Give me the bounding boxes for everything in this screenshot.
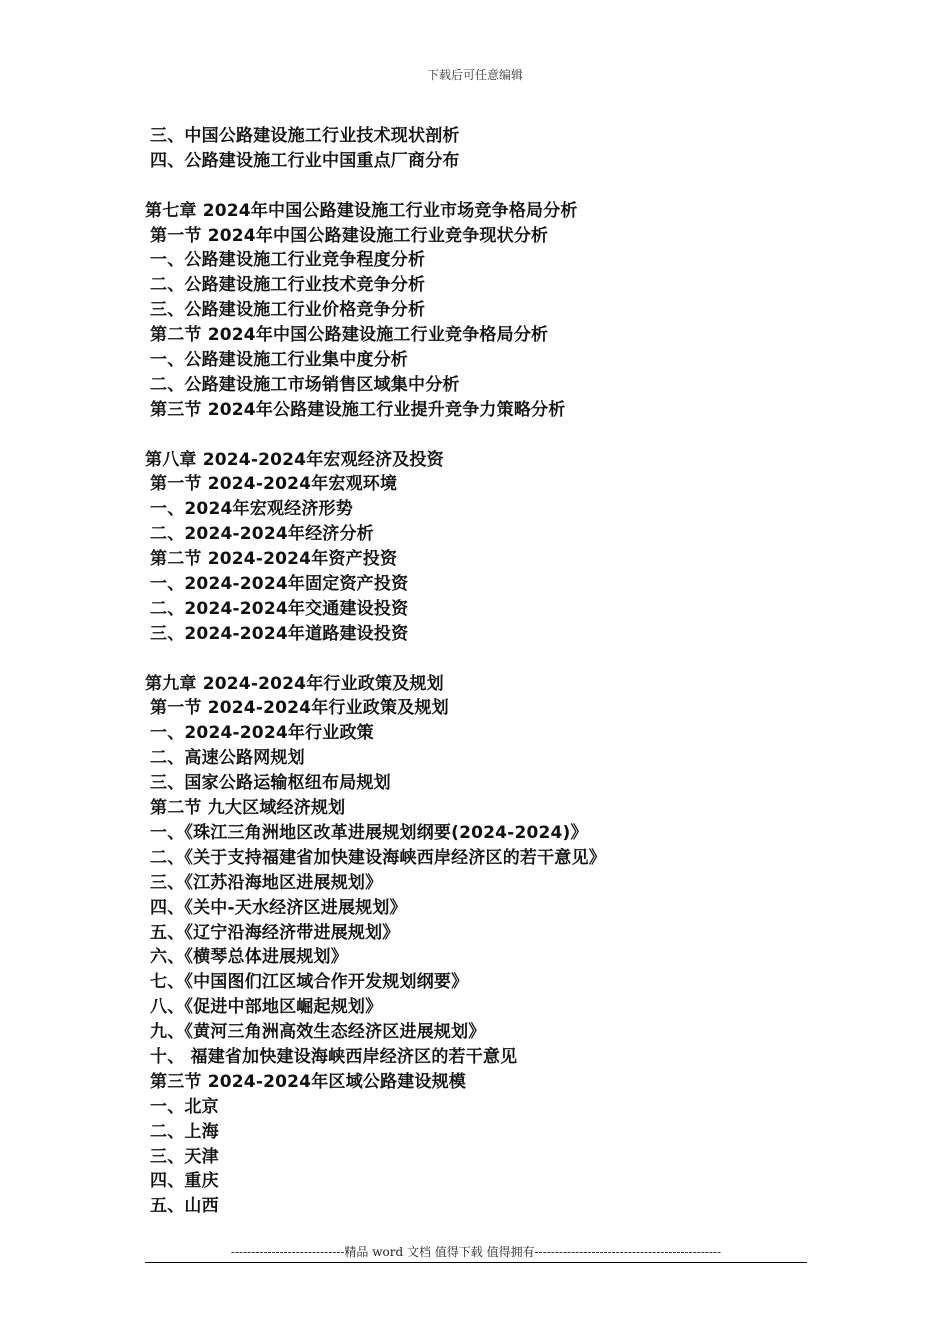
toc-item: 六、《横琴总体进展规划》 xyxy=(150,947,348,968)
toc-item: 二、2024-2024年交通建设投资 xyxy=(150,598,409,619)
toc-item: 二、2024-2024年经济分析 xyxy=(150,524,374,545)
toc-item: 三、天津 xyxy=(150,1146,219,1167)
chapter-heading: 第八章 2024-2024年宏观经济及投资 xyxy=(145,449,444,470)
toc-item: 一、2024-2024年固定资产投资 xyxy=(150,574,409,595)
section-heading: 第二节 2024年中国公路建设施工行业竞争格局分析 xyxy=(150,325,549,346)
section-heading: 第一节 2024-2024年行业政策及规划 xyxy=(150,698,449,719)
section-heading: 第三节 2024年公路建设施工行业提升竞争力策略分析 xyxy=(150,399,566,420)
blank-line xyxy=(145,647,825,672)
page-footer: ----------------------------精品 word 文档 值得下载 值得拥有---------------------------------------------- xyxy=(230,1245,722,1259)
section-heading: 第一节 2024年中国公路建设施工行业竞争现状分析 xyxy=(150,225,549,246)
section-heading: 第二节 2024-2024年资产投资 xyxy=(150,549,398,570)
toc-item: 四、重庆 xyxy=(150,1171,219,1192)
toc-item: 三、国家公路运输枢纽布局规划 xyxy=(150,773,391,794)
toc-item: 一、北京 xyxy=(150,1096,219,1117)
toc-item: 二、公路建设施工行业技术竞争分析 xyxy=(150,275,426,296)
toc-item: 十、 福建省加快建设海峡西岸经济区的若干意见 xyxy=(150,1046,518,1067)
toc-item: 四、《关中-天水经济区进展规划》 xyxy=(150,897,407,918)
section-heading: 第三节 2024-2024年区域公路建设规模 xyxy=(150,1071,467,1092)
toc-item: 一、2024-2024年行业政策 xyxy=(150,723,374,744)
section-heading: 第二节 九大区域经济规划 xyxy=(150,798,346,819)
chapter-heading: 第九章 2024-2024年行业政策及规划 xyxy=(145,673,444,694)
toc-item: 三、《江苏沿海地区进展规划》 xyxy=(150,872,383,893)
toc-item: 五、山西 xyxy=(150,1196,219,1217)
toc-item: 七、《中国图们江区域合作开发规划纲要》 xyxy=(150,972,469,993)
toc-item: 四、公路建设施工行业中国重点厂商分布 xyxy=(150,150,460,171)
toc-item: 三、2024-2024年道路建设投资 xyxy=(150,623,409,644)
toc-item: 二、《关于支持福建省加快建设海峡西岸经济区的若干意见》 xyxy=(150,847,606,868)
toc-item: 一、公路建设施工行业集中度分析 xyxy=(150,350,408,371)
footer-rule xyxy=(145,1262,807,1263)
toc-item: 一、2024年宏观经济形势 xyxy=(150,499,353,520)
toc-item: 二、公路建设施工市场销售区域集中分析 xyxy=(150,374,460,395)
toc-item: 一、《珠江三角洲地区改革进展规划纲要(2024-2024)》 xyxy=(150,822,588,843)
toc-item: 五、《辽宁沿海经济带进展规划》 xyxy=(150,922,400,943)
toc-item: 二、高速公路网规划 xyxy=(150,748,305,769)
toc-item: 九、《黄河三角洲高效生态经济区进展规划》 xyxy=(150,1022,486,1043)
toc-item: 八、《促进中部地区崛起规划》 xyxy=(150,997,383,1018)
toc-item: 三、中国公路建设施工行业技术现状剖析 xyxy=(150,126,460,146)
page-header: 下载后可任意编辑 xyxy=(426,68,523,82)
blank-line xyxy=(145,174,825,199)
table-of-contents xyxy=(145,124,825,1219)
toc-item: 一、公路建设施工行业竞争程度分析 xyxy=(150,250,426,271)
chapter-heading: 第七章 2024年中国公路建设施工行业市场竞争格局分析 xyxy=(145,200,578,221)
section-heading: 第一节 2024-2024年宏观环境 xyxy=(150,474,398,495)
blank-line xyxy=(145,423,825,448)
toc-item: 二、上海 xyxy=(150,1121,219,1142)
toc-item: 三、公路建设施工行业价格竞争分析 xyxy=(150,300,426,321)
